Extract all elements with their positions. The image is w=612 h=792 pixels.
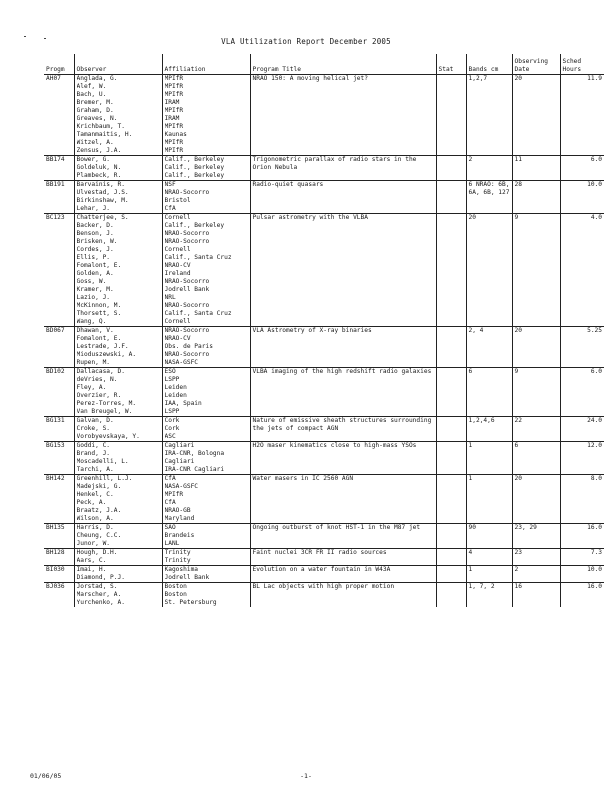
- program-status: [436, 368, 466, 417]
- affiliation-list-entry: Calif., Santa Cruz: [164, 254, 232, 261]
- program-id: BJ036: [44, 583, 74, 608]
- program-id: BH142: [44, 475, 74, 524]
- affiliation-list-entry: Kaunas: [164, 131, 187, 138]
- observer-list: [74, 417, 162, 442]
- table-row: [44, 442, 604, 475]
- observer-list-entry: Ulvestad, J.S.: [76, 189, 129, 196]
- table-row: [44, 214, 604, 327]
- observer-list-entry: Wang, Q.: [76, 318, 107, 325]
- observer-list-entry: Lehar, J.: [76, 205, 111, 212]
- program-bands: 2, 4: [466, 327, 512, 368]
- observer-list-entry: Madejski, G.: [76, 483, 122, 490]
- scheduled-hours: 16.0: [560, 583, 604, 608]
- program-bands: 90: [466, 524, 512, 549]
- program-status: [436, 583, 466, 608]
- affiliation-list-entry: IAA, Spain: [164, 400, 202, 407]
- observer-list-entry: Jorstad, S.: [76, 583, 118, 590]
- observing-date: 23, 29: [512, 524, 560, 549]
- affiliation-list-entry: NRAO-Socorro: [164, 230, 210, 237]
- observer-list-entry: Dhawan, V.: [76, 327, 114, 334]
- affiliation-list: [162, 75, 250, 156]
- observer-list-entry: Croke, S.: [76, 425, 111, 432]
- observing-date: 23: [512, 549, 560, 566]
- observer-list-entry: Fomalont, E.: [76, 262, 122, 269]
- observer-list-entry: Alef, W.: [76, 83, 107, 90]
- observer-list-entry: Greenhill, L.J.: [76, 475, 133, 482]
- scheduled-hours: 12.0: [560, 442, 604, 475]
- program-status: [436, 549, 466, 566]
- observer-list-entry: deVries, N.: [76, 376, 118, 383]
- program-id: BG131: [44, 417, 74, 442]
- affiliation-list: [162, 368, 250, 417]
- affiliation-list-entry: Kagoshima: [164, 566, 199, 573]
- observer-list-entry: Aars, C.: [76, 557, 107, 564]
- table-row: [44, 156, 604, 181]
- affiliation-list-entry: Jodrell Bank: [164, 286, 210, 293]
- affiliation-list: [162, 549, 250, 566]
- affiliation-list-entry: NRAO-CV: [164, 335, 191, 342]
- affiliation-list: [162, 524, 250, 549]
- scheduled-hours: 8.0: [560, 475, 604, 524]
- observer-list-entry: Bach, U.: [76, 91, 107, 98]
- affiliation-list-entry: IRAM: [164, 99, 180, 106]
- observer-list-entry: Lazio, J.: [76, 294, 111, 301]
- table-row: [44, 181, 604, 214]
- affiliation-list-entry: Boston: [164, 583, 187, 590]
- observing-date: 20: [512, 475, 560, 524]
- observer-list-entry: Galvan, D.: [76, 417, 114, 424]
- table-body: [44, 75, 604, 608]
- observer-list-entry: Birkinshaw, M.: [76, 197, 129, 204]
- program-bands: 1,2,7: [466, 75, 512, 156]
- page-number: -1-: [300, 772, 312, 780]
- affiliation-list-entry: NASA-GSFC: [164, 483, 199, 490]
- observer-list: [74, 368, 162, 417]
- program-title: Faint nuclei 3CR FR II radio sources: [250, 549, 436, 566]
- affiliation-list-entry: NRL: [164, 294, 176, 301]
- program-id: BH128: [44, 549, 74, 566]
- observer-list-entry: Chatterjee, S.: [76, 214, 129, 221]
- observer-list-entry: Cordes, J.: [76, 246, 114, 253]
- observer-list-entry: Krichbaum, T.: [76, 123, 125, 130]
- affiliation-list: [162, 417, 250, 442]
- affiliation-list-entry: Calif., Berkeley: [164, 222, 225, 229]
- scheduled-hours: 4.0: [560, 214, 604, 327]
- table-row: [44, 368, 604, 417]
- affiliation-list-entry: SAO: [164, 524, 176, 531]
- col-header-title: Program Title: [250, 54, 436, 75]
- observer-list-entry: Brand, J.: [76, 450, 111, 457]
- scheduled-hours: 10.0: [560, 181, 604, 214]
- affiliation-list-entry: ASC: [164, 433, 176, 440]
- affiliation-list: [162, 442, 250, 475]
- affiliation-list-entry: Cork: [164, 417, 180, 424]
- affiliation-list: [162, 156, 250, 181]
- program-bands: 4: [466, 549, 512, 566]
- observer-list-entry: Witzel, A.: [76, 139, 114, 146]
- observer-list-entry: Golden, A.: [76, 270, 114, 277]
- program-bands: 1: [466, 566, 512, 583]
- program-bands: 6 NRAO: 6B, 6A, 6B, 127: [466, 181, 512, 214]
- affiliation-list-entry: Leiden: [164, 392, 187, 399]
- observing-date: 2: [512, 566, 560, 583]
- affiliation-list-entry: Boston: [164, 591, 187, 598]
- program-title: Pulsar astrometry with the VLBA: [250, 214, 436, 327]
- observer-list-entry: Wilson, A.: [76, 515, 114, 522]
- scheduled-hours: 24.0: [560, 417, 604, 442]
- program-title: Evolution on a water fountain in W43A: [250, 566, 436, 583]
- observing-date: 6: [512, 442, 560, 475]
- observer-list: [74, 524, 162, 549]
- affiliation-list-entry: ESO: [164, 368, 176, 375]
- program-id: BI030: [44, 566, 74, 583]
- affiliation-list-entry: Leiden: [164, 384, 187, 391]
- observing-date: 22: [512, 417, 560, 442]
- scheduled-hours: 10.0: [560, 566, 604, 583]
- observer-list-entry: Barvainis, R.: [76, 181, 125, 188]
- program-title: H2O maser kinematics close to high-mass YSOs: [250, 442, 436, 475]
- observer-list: [74, 583, 162, 608]
- affiliation-list-entry: Cornell: [164, 214, 191, 221]
- affiliation-list-entry: NRAO-CV: [164, 262, 191, 269]
- affiliation-list-entry: Calif., Berkeley: [164, 164, 225, 171]
- affiliation-list-entry: Trinity: [164, 549, 191, 556]
- program-title: Radio-quiet quasars: [250, 181, 436, 214]
- affiliation-list-entry: Calif., Santa Cruz: [164, 310, 232, 317]
- observer-list: [74, 181, 162, 214]
- observer-list-entry: Marscher, A.: [76, 591, 122, 598]
- affiliation-list-entry: Brandeis: [164, 532, 195, 539]
- program-status: [436, 156, 466, 181]
- observing-date: 11: [512, 156, 560, 181]
- affiliation-list-entry: St. Petersburg: [164, 599, 217, 606]
- affiliation-list-entry: MPIfR: [164, 147, 184, 154]
- affiliation-list-entry: NRAO-Socorro: [164, 189, 210, 196]
- program-bands: 1,2,4,6: [466, 417, 512, 442]
- observer-list-entry: Vorobyevskaya, Y.: [76, 433, 140, 440]
- program-title: NRAO 150: A moving helical jet?: [250, 75, 436, 156]
- scan-speck: [44, 38, 46, 39]
- observing-date: 16: [512, 583, 560, 608]
- observer-list: [74, 442, 162, 475]
- observer-list: [74, 475, 162, 524]
- affiliation-list-entry: NRAO-GB: [164, 507, 191, 514]
- affiliation-list-entry: IRA-CNR Cagliari: [164, 466, 225, 473]
- program-title: Trigonometric parallax of radio stars in the Orion Nebula: [250, 156, 436, 181]
- affiliation-list-entry: Cornell: [164, 318, 191, 325]
- program-bands: 2: [466, 156, 512, 181]
- affiliation-list-entry: CfA: [164, 205, 176, 212]
- col-header-bands: Bands cm: [466, 54, 512, 75]
- scheduled-hours: 11.9: [560, 75, 604, 156]
- observer-list-entry: Fley, A.: [76, 384, 107, 391]
- program-id: BB174: [44, 156, 74, 181]
- observer-list: [74, 75, 162, 156]
- observer-list-entry: Bower, G.: [76, 156, 111, 163]
- program-title: BL Lac objects with high proper motion: [250, 583, 436, 608]
- table-row: [44, 327, 604, 368]
- observer-list-entry: Van Breugel, W.: [76, 408, 133, 415]
- program-id: BB191: [44, 181, 74, 214]
- observing-date: 9: [512, 368, 560, 417]
- program-status: [436, 442, 466, 475]
- program-title: Ongoing outburst of knot HST-1 in the M87 jet: [250, 524, 436, 549]
- page-title: VLA Utilization Report December 2005: [221, 37, 391, 46]
- affiliation-list-entry: Maryland: [164, 515, 195, 522]
- affiliation-list-entry: Jodrell Bank: [164, 574, 210, 581]
- observer-list-entry: Kramer, M.: [76, 286, 114, 293]
- observing-date: 9: [512, 214, 560, 327]
- observer-list-entry: Rupen, M.: [76, 359, 111, 366]
- program-bands: 20: [466, 214, 512, 327]
- observer-list: [74, 549, 162, 566]
- col-header-affiliation: Affiliation: [162, 54, 250, 75]
- col-header-status: Stat: [436, 54, 466, 75]
- affiliation-list-entry: NRAO-Socorro: [164, 327, 210, 334]
- affiliation-list-entry: LSPP: [164, 376, 180, 383]
- affiliation-list-entry: MPIfR: [164, 123, 184, 130]
- table-row: [44, 549, 604, 566]
- footer-date: 01/06/05: [30, 772, 62, 780]
- observer-list-entry: Fomalont, E.: [76, 335, 122, 342]
- scheduled-hours: 16.0: [560, 524, 604, 549]
- affiliation-list-entry: MPIfR: [164, 139, 184, 146]
- observer-list-entry: Goddi, C.: [76, 442, 111, 449]
- affiliation-list-entry: MPIfR: [164, 83, 184, 90]
- observer-list: [74, 156, 162, 181]
- affiliation-list-entry: Calif., Berkeley: [164, 172, 225, 179]
- table-row: [44, 417, 604, 442]
- scheduled-hours: 6.0: [560, 368, 604, 417]
- observer-list-entry: Tarchi, A.: [76, 466, 114, 473]
- program-title: Water masers in IC 2560 AGN: [250, 475, 436, 524]
- affiliation-list-entry: CfA: [164, 499, 176, 506]
- observer-list-entry: Ellis, P.: [76, 254, 111, 261]
- affiliation-list-entry: Bristol: [164, 197, 191, 204]
- affiliation-list-entry: NSF: [164, 181, 176, 188]
- affiliation-list-entry: NRAO-Socorro: [164, 302, 210, 309]
- program-id: BH135: [44, 524, 74, 549]
- program-bands: 1, 7, 2: [466, 583, 512, 608]
- program-status: [436, 566, 466, 583]
- affiliation-list: [162, 327, 250, 368]
- observing-date: 20: [512, 327, 560, 368]
- affiliation-list-entry: NRAO-Socorro: [164, 238, 210, 245]
- observer-list-entry: Mioduszewski, A.: [76, 351, 137, 358]
- affiliation-list: [162, 566, 250, 583]
- program-status: [436, 75, 466, 156]
- affiliation-list-entry: Calif., Berkeley: [164, 156, 225, 163]
- utilization-table: [44, 54, 604, 607]
- program-status: [436, 524, 466, 549]
- scan-speck: [24, 36, 26, 37]
- observer-list-entry: Benson, J.: [76, 230, 114, 237]
- program-status: [436, 214, 466, 327]
- program-bands: 1: [466, 475, 512, 524]
- observing-date: 20: [512, 75, 560, 156]
- observer-list-entry: McKinnon, M.: [76, 302, 122, 309]
- program-id: AH07: [44, 75, 74, 156]
- affiliation-list-entry: NRAO-Socorro: [164, 351, 210, 358]
- table-header-row: [44, 54, 604, 75]
- program-status: [436, 327, 466, 368]
- affiliation-list-entry: Cork: [164, 425, 180, 432]
- observer-list-entry: Bremer, M.: [76, 99, 114, 106]
- col-header-observing-date: Observing Date: [512, 54, 560, 75]
- affiliation-list-entry: LSPP: [164, 408, 180, 415]
- table-row: [44, 475, 604, 524]
- program-status: [436, 181, 466, 214]
- observer-list-entry: Peck, A.: [76, 499, 107, 506]
- observer-list-entry: Thorsett, S.: [76, 310, 122, 317]
- observer-list-entry: Yurchenko, A.: [76, 599, 125, 606]
- affiliation-list-entry: NASA-GSFC: [164, 359, 199, 366]
- affiliation-list-entry: IRA-CNR, Bologna: [164, 450, 225, 457]
- program-bands: 1: [466, 442, 512, 475]
- col-header-observer: Observer: [74, 54, 162, 75]
- observer-list-entry: Goldeluk, N.: [76, 164, 122, 171]
- program-id: BC123: [44, 214, 74, 327]
- observer-list: [74, 327, 162, 368]
- col-header-program: Progm: [44, 54, 74, 75]
- observer-list-entry: Moscadelli, L.: [76, 458, 129, 465]
- observer-list: [74, 566, 162, 583]
- observer-list-entry: Anglada, G.: [76, 75, 118, 82]
- affiliation-list-entry: MPIfR: [164, 491, 184, 498]
- observer-list-entry: Perez-Torres, M.: [76, 400, 137, 407]
- observer-list: [74, 214, 162, 327]
- program-title: VLA Astrometry of X-ray binaries: [250, 327, 436, 368]
- table-row: [44, 524, 604, 549]
- affiliation-list-entry: MPIfR: [164, 91, 184, 98]
- affiliation-list-entry: LANL: [164, 540, 180, 547]
- table-row: [44, 75, 604, 156]
- affiliation-list: [162, 475, 250, 524]
- program-bands: 6: [466, 368, 512, 417]
- affiliation-list-entry: Ireland: [164, 270, 191, 277]
- observer-list-entry: Diamond, P.J.: [76, 574, 125, 581]
- observer-list-entry: Zensus, J.A.: [76, 147, 122, 154]
- observer-list-entry: Backer, D.: [76, 222, 114, 229]
- observer-list-entry: Henkel, C.: [76, 491, 114, 498]
- observer-list-entry: Hough, D.H.: [76, 549, 118, 556]
- observing-date: 28: [512, 181, 560, 214]
- table-row: [44, 566, 604, 583]
- observer-list-entry: Braatz, J.A.: [76, 507, 122, 514]
- affiliation-list-entry: Cagliari: [164, 442, 195, 449]
- scheduled-hours: 7.3: [560, 549, 604, 566]
- affiliation-list-entry: Trinity: [164, 557, 191, 564]
- program-status: [436, 417, 466, 442]
- observer-list-entry: Harris, D.: [76, 524, 114, 531]
- program-id: BD067: [44, 327, 74, 368]
- program-title: Nature of emissive sheath structures surrounding the jets of compact AGN: [250, 417, 436, 442]
- observer-list-entry: Cheung, C.C.: [76, 532, 122, 539]
- table-row: [44, 583, 604, 608]
- observer-list-entry: Overzier, R.: [76, 392, 122, 399]
- affiliation-list-entry: Cagliari: [164, 458, 195, 465]
- observer-list-entry: Tamanmaitis, H.: [76, 131, 133, 138]
- scheduled-hours: 6.0: [560, 156, 604, 181]
- affiliation-list-entry: CfA: [164, 475, 176, 482]
- program-status: [436, 475, 466, 524]
- affiliation-list-entry: NRAO-Socorro: [164, 278, 210, 285]
- affiliation-list: [162, 214, 250, 327]
- affiliation-list-entry: Obs. de Paris: [164, 343, 213, 350]
- observer-list-entry: Goss, W.: [76, 278, 107, 285]
- scheduled-hours: 5.25: [560, 327, 604, 368]
- program-id: BD102: [44, 368, 74, 417]
- observer-list-entry: Dallacasa, D.: [76, 368, 125, 375]
- affiliation-list-entry: MPIfR: [164, 107, 184, 114]
- observer-list-entry: Junor, W.: [76, 540, 111, 547]
- col-header-scheduled-hours: Sched Hours: [560, 54, 604, 75]
- affiliation-list-entry: IRAM: [164, 115, 180, 122]
- program-title: VLBA imaging of the high redshift radio galaxies: [250, 368, 436, 417]
- affiliation-list-entry: Cornell: [164, 246, 191, 253]
- program-id: BG153: [44, 442, 74, 475]
- affiliation-list: [162, 583, 250, 608]
- affiliation-list-entry: MPIfR: [164, 75, 184, 82]
- observer-list-entry: Greaves, N.: [76, 115, 118, 122]
- observer-list-entry: Graham, D.: [76, 107, 114, 114]
- observer-list-entry: Plambeck, R.: [76, 172, 122, 179]
- observer-list-entry: Brisken, W.: [76, 238, 118, 245]
- observer-list-entry: Imai, H.: [76, 566, 107, 573]
- affiliation-list: [162, 181, 250, 214]
- observer-list-entry: Lestrade, J.F.: [76, 343, 129, 350]
